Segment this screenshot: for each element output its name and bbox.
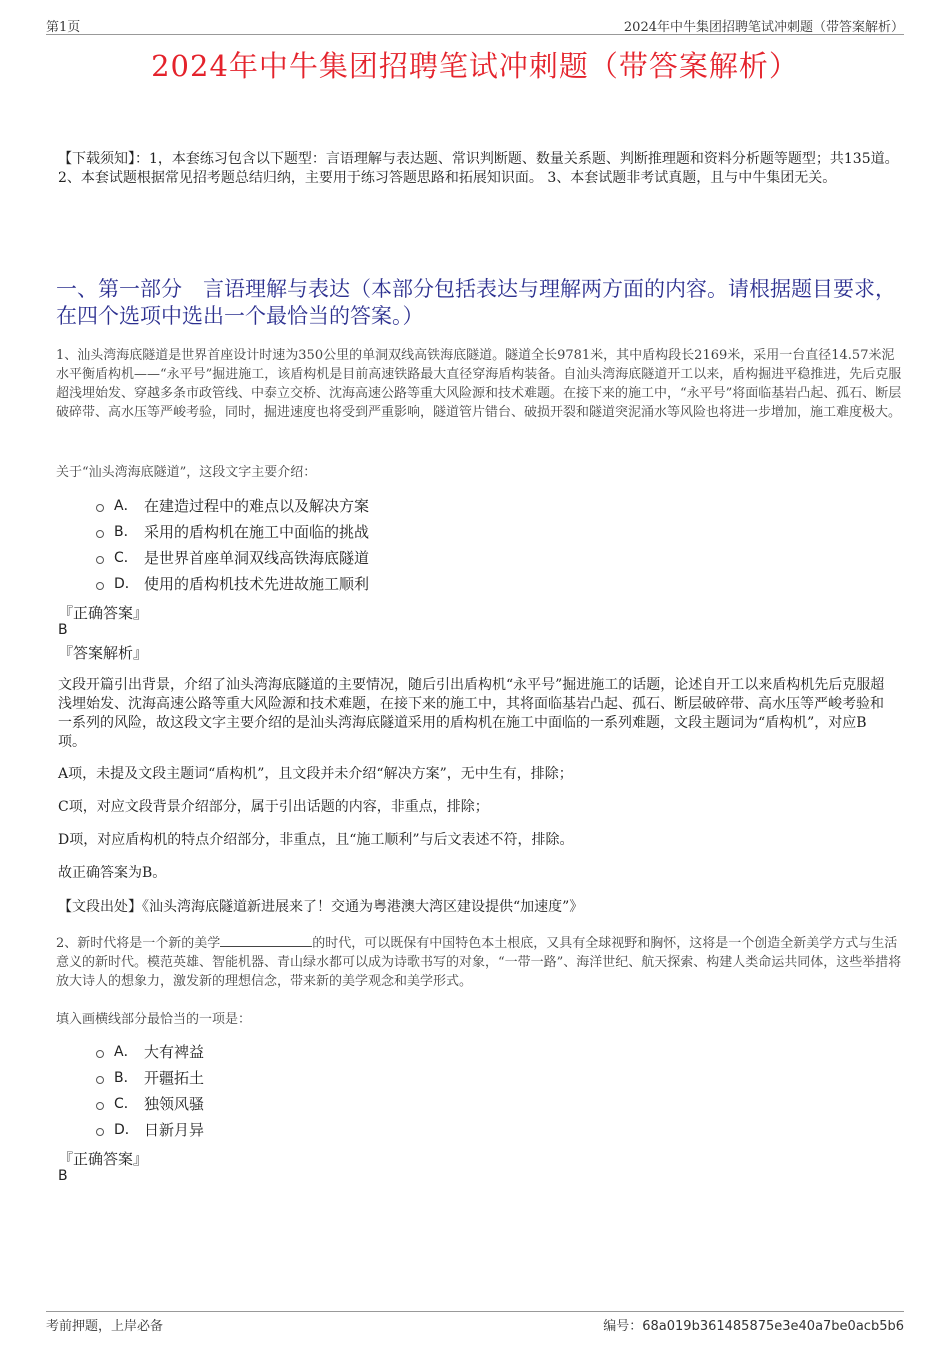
option-b[interactable]: B． 采用的盾构机在施工中面临的挑战 [96,518,369,544]
radio-icon[interactable] [96,1076,104,1084]
radio-icon[interactable] [96,530,104,538]
question-2-options [96,1038,204,1142]
option-c[interactable]: C． 独领风骚 [96,1090,204,1116]
correct-answer: B [58,622,68,638]
question-2-text: 2、新时代将是一个新的美学 的时代，可以既保有中国特色本土根底，又具有全球视野和胸怀，这将是一个创造全新美学方式与生活意义的新时代。模范英雄、智能机器、青山绿水都可以成为诗歌书写的对象，“一带一路”、海洋世纪、航天探索、构建人类命运共同体，这些举措将放大诗人的想象力，激发新的理想信念，带来新的美学观念和美学形式。 [56,936,902,989]
fill-in-blank [220,934,312,947]
radio-icon[interactable] [96,1102,104,1110]
analysis-paragraph: C项，对应文段背景介绍部分，属于引出话题的内容，非重点，排除； [58,799,489,815]
section-title: 一、第一部分 言语理解与表达（本部分包括表达与理解两方面的内容。请根据题目要求，在四个选项中选出一个最恰当的答案。） [56,277,896,328]
question-1-options [96,492,369,596]
document-id: 编号：68a019b361485875e3e40a7be0acb5b6 [603,1319,904,1334]
analysis-paragraph: 故正确答案为B。 [58,865,167,881]
question-1-prompt: 关于“汕头湾海底隧道”，这段文字主要介绍： [56,465,317,480]
radio-icon[interactable] [96,582,104,590]
option-a[interactable]: A． 大有裨益 [96,1038,204,1064]
option-d[interactable]: D． 日新月异 [96,1116,204,1142]
footer-slogan: 考前押题，上岸必备 [46,1319,164,1334]
correct-answer-label: 『正确答案』 [58,604,149,622]
radio-icon[interactable] [96,1050,104,1058]
radio-icon[interactable] [96,504,104,512]
download-notice: 【下载须知】：1，本套练习包含以下题型：言语理解与表达题、常识判断题、数量关系题、判断推理题和资料分析题等题型；共135道。 2、本套试题根据常见招考题总结归纳，主要用于练习答题思路和拓展知识面。 3、本套试题非考试真题，且与中牛集团无关。 [58,151,899,186]
header-doc-title: 2024年中牛集团招聘笔试冲刺题（带答案解析） [623,20,904,35]
question-2-prompt: 填入画横线部分最恰当的一项是： [56,1012,252,1027]
radio-icon[interactable] [96,556,104,564]
page-footer [46,1311,904,1336]
option-a[interactable]: A． 在建造过程中的难点以及解决方案 [96,492,369,518]
analysis-paragraph: D项，对应盾构机的特点介绍部分，非重点，且“施工顺利”与后文表述不符，排除。 [58,832,574,848]
radio-icon[interactable] [96,1128,104,1136]
page-number: 第1页 [46,20,81,35]
question-1-text: 1、汕头湾海底隧道是世界首座设计时速为350公里的单洞双线高铁海底隧道。隧道全长9781米，其中盾构段长2169米，采用一台直径14.57米泥水平衡盾构机——“永平号”掘进施工，该盾构机是目前高速铁路最大直径穿海盾构装备。自汕头湾海底隧道开工以来，盾构掘进平稳推进，先后克服超浅埋始发、穿越多条市政管线、中泰立交桥、沈海高速公路等重大风险源和技术难题。在接下来的施工中，“永平号”将面临基岩凸起、孤石、断层破碎带、高水压等严峻考验，同时，掘进速度也将受到严重影响，隧道管片错台、破损开裂和隧道突泥涌水等风险也将进一步增加，施工难度极大。 [56,348,902,420]
document-title: 2024年中牛集团招聘笔试冲刺题（带答案解析） [151,49,799,83]
analysis-paragraph: 文段开篇引出背景，介绍了汕头湾海底隧道的主要情况，随后引出盾构机“永平号”掘进施工的话题，论述自开工以来盾构机先后克服超浅埋始发、沈海高速公路等重大风险源和技术难题，在接下来的施工中，其将面临基岩凸起、孤石、断层破碎带、高水压等严峻考验和一系列的风险，故这段文字主要介绍的是汕头湾海底隧道采用的盾构机在施工中面临的一系列难题，文段主题词为“盾构机”，对应B项。 [58,677,885,750]
correct-answer-label: 『正确答案』 [58,1150,149,1168]
analysis-label: 『答案解析』 [58,644,149,662]
page-header [46,14,904,35]
option-d[interactable]: D． 使用的盾构机技术先进故施工顺利 [96,570,369,596]
option-b[interactable]: B． 开疆拓土 [96,1064,204,1090]
option-c[interactable]: C． 是世界首座单洞双线高铁海底隧道 [96,544,369,570]
correct-answer: B [58,1168,68,1184]
analysis-paragraph: A项，未提及文段主题词“盾构机”，且文段并未介绍“解决方案”，无中生有，排除； [58,766,573,782]
source-citation: 【文段出处】《汕头湾海底隧道新进展来了！交通为粤港澳大湾区建设提供“加速度”》 [58,899,584,915]
